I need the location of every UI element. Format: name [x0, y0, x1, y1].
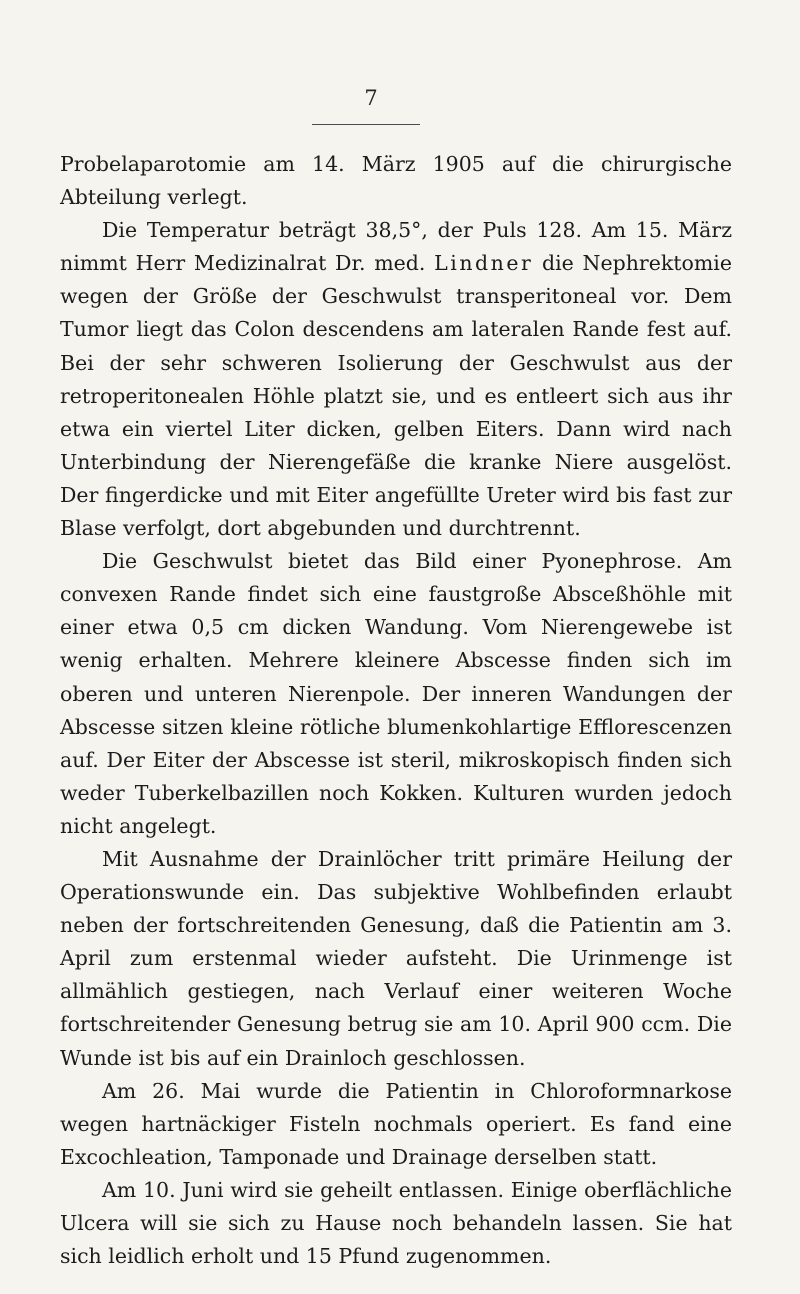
paragraph-5: Am 26. Mai wurde die Patientin in Chloroformnarkose wegen hartnäckiger Fisteln nochmals operiert. Es fand eine Excochleation, Tamponade und Drainage derselben statt. — [60, 1078, 732, 1169]
paragraph-6: Am 10. Juni wird sie geheilt entlassen. Einige oberflächliche Ulcera will sie sich zu Hause noch behandeln lassen. Sie hat sich leidlich erholt und 15 Pfund zugenommen. — [60, 1177, 732, 1269]
paragraph-4: Mit Ausnahme der Drainlöcher tritt primäre Heilung der Operationswunde ein. Das subjektive Wohlbefinden erlaubt neben der fortschreitenden Genesung, daß die Patientin am 3. April zum erstenmal wieder aufsteht. Die Urinmenge ist allmählich gestiegen, nach Verlauf einer weiteren Woche fortschreitender Genesung betrug sie am 10. April 900 ccm. Die Wunde ist bis auf ein Drainloch geschlossen. — [60, 846, 732, 1070]
header-rule — [312, 124, 420, 125]
surgeon-name: Lindner — [434, 251, 534, 276]
paragraph-3: Die Geschwulst bietet das Bild einer Pyonephrose. Am convexen Rande findet sich eine faustgroße Absceßhöhle mit einer etwa 0,5 cm dicken Wandung. Vom Nierengewebe ist wenig erhalten. Mehrere kleinere Abscesse finden sich im oberen und unteren Nierenpole. Der inneren Wandungen der Abscesse sitzen kleine rötliche blumenkohlartige Efflorescenzen auf. Der Eiter der Abscesse ist steril, mikroskopisch finden sich weder Tuberkelbazillen noch Kokken. Kulturen wurden jedoch nicht angelegt. — [60, 549, 732, 838]
page-number: 7 — [364, 86, 378, 110]
paragraph-1: Probelaparotomie am 14. März 1905 auf die chirurgische Abteilung verlegt. — [60, 152, 732, 210]
paragraph-2-text-after: die Nephrektomie wegen der Größe der Geschwulst transperitoneal vor. Dem Tumor liegt das Colon descendens am lateralen Rande fest auf. Bei der sehr schweren Isolierung der Geschwulst aus der retroperitonealen Höhle platzt sie, und es entleert sich aus ihr etwa ein viertel Liter dicken, gelben Eiters. Dann wird nach Unterbindung der Nierengefäße die kranke Niere ausgelöst. Der fingerdicke und mit Eiter angefüllte Ureter wird bis fast zur Blase verfolgt, dort abgebunden und durchtrennt. — [60, 251, 732, 541]
body-text — [60, 148, 732, 1273]
paragraph-2-text-before: Die Temperatur beträgt 38,5°, der Puls 128. Am 15. März nimmt Herr Medizinalrat Dr. med. — [60, 218, 732, 276]
paragraph-2 — [60, 214, 732, 545]
